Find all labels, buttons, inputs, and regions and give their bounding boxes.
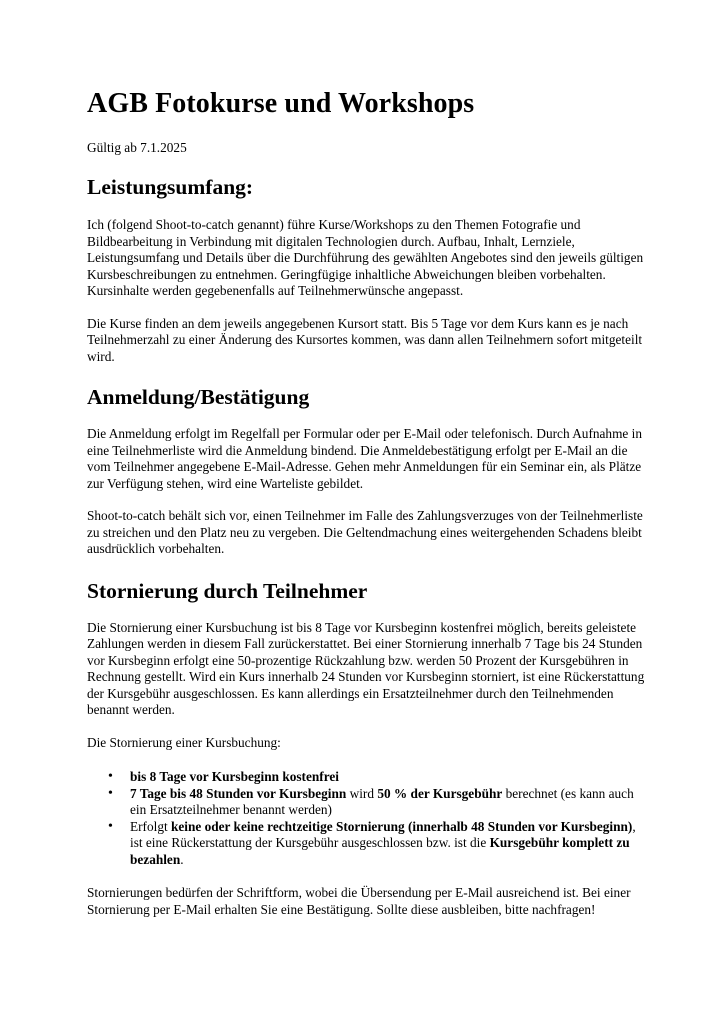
bold-text: keine oder keine rechtzeitige Stornierung (innerhalb 48 Stunden vor Kursbeginn) <box>171 818 633 834</box>
text: wird <box>346 785 378 801</box>
text: , ist eine Rückerstattung der Kursgebühr ausgeschlossen bzw. ist die <box>130 818 636 850</box>
bold-text: 50 % der Kursgebühr <box>377 785 503 801</box>
paragraph: Die Stornierung einer Kursbuchung ist bis 8 Tage vor Kursbeginn kostenfrei möglich, bereits geleistete Zahlungen werden in diesem Fall zurückerstattet. Bei einer Stornierung innerhalb 7 Tage bis 24 Stunden vor Kursbeginn erfolgt eine 50-prozentige Rückzahlung bzw. werden 50 Prozent der Kursgebühren in Rechnung gestellt. Wird ein Kurs innerhalb 24 Stunden vor Kursbeginn storniert, ist eine Rückerstattung der Kursgebühr ausgeschlossen. Es kann allerdings ein Ersatzteilnehmer durch den Teilnehmenden benannt werden. <box>87 619 645 717</box>
paragraph: Die Stornierung einer Kursbuchung: <box>87 734 281 750</box>
valid-from-date: Gültig ab 7.1.2025 <box>87 140 187 155</box>
document-title: AGB Fotokurse und Workshops <box>87 88 475 119</box>
text: Erfolgt <box>130 818 171 834</box>
bold-text: bis 8 Tage vor Kursbeginn kostenfrei <box>130 769 339 784</box>
text: berechnet (es kann auch ein Ersatzteilnehmer benannt werden) <box>130 785 634 817</box>
section-heading-leistungsumfang: Leistungsumfang: <box>87 175 254 199</box>
cancellation-list <box>87 769 647 868</box>
paragraph: Shoot-to-catch behält sich vor, einen Teilnehmer im Falle des Zahlungsverzuges von der Teilnehmerliste zu streichen und den Platz neu zu vergeben. Die Geltendmachung eines weitergehenden Schadens bleibt ausdrücklich vorbehalten. <box>87 508 643 556</box>
closing-paragraph: Stornierungen bedürfen der Schriftform, wobei die Übersendung per E-Mail ausreichend ist. Bei einer Stornierung per E-Mail erhalten Sie eine Bestätigung. Sollte diese ausbleiben, bitte nachfragen! <box>87 885 631 917</box>
document-page <box>87 86 647 918</box>
paragraph: Die Anmeldung erfolgt im Regelfall per Formular oder per E-Mail oder telefonisch. Durch Aufnahme in eine Teilnehmerliste wird die Anmeldung bindend. Die Anmeldebestätigung erfolgt per E-Mail an die vom Teilnehmer angegebene E-Mail-Adresse. Gehen mehr Anmeldungen für ein Seminar ein, als Plätze zur Verfügung stehen, wird eine Warteliste gebildet. <box>87 426 642 491</box>
bold-text: 7 Tage bis 48 Stunden vor Kursbeginn <box>130 785 347 801</box>
paragraph: Die Kurse finden an dem jeweils angegebenen Kursort statt. Bis 5 Tage vor dem Kurs kann es je nach Teilnehmerzahl zu einer Änderung des Kursortes kommen, was dann allen Teilnehmern sofort mitgeteilt wird. <box>87 315 643 364</box>
list-item <box>130 786 647 819</box>
paragraph: Ich (folgend Shoot-to-catch genannt) führe Kurse/Workshops zu den Themen Fotografie und Bildbearbeitung in Verbindung mit digitalen Technologien durch. Aufbau, Inhalt, Lernziele, Leistungsumfang und Details über die Durchführung des gewählten Angebotes sind den jeweils gültigen Kursbeschreibungen zu entnehmen. Geringfügige inhaltliche Abweichungen bleiben vorbehalten. Kursinhalte werden gegebenenfalls auf Teilnehmerwünsche angepasst. <box>87 217 644 298</box>
list-item <box>130 769 647 786</box>
bold-text: Kursgebühr komplett zu bezahlen <box>130 835 630 867</box>
text: . <box>180 851 184 867</box>
list-item <box>130 819 647 869</box>
section-heading-anmeldung: Anmeldung/Bestätigung <box>87 385 310 409</box>
section-heading-stornierung: Stornierung durch Teilnehmer <box>87 578 368 603</box>
